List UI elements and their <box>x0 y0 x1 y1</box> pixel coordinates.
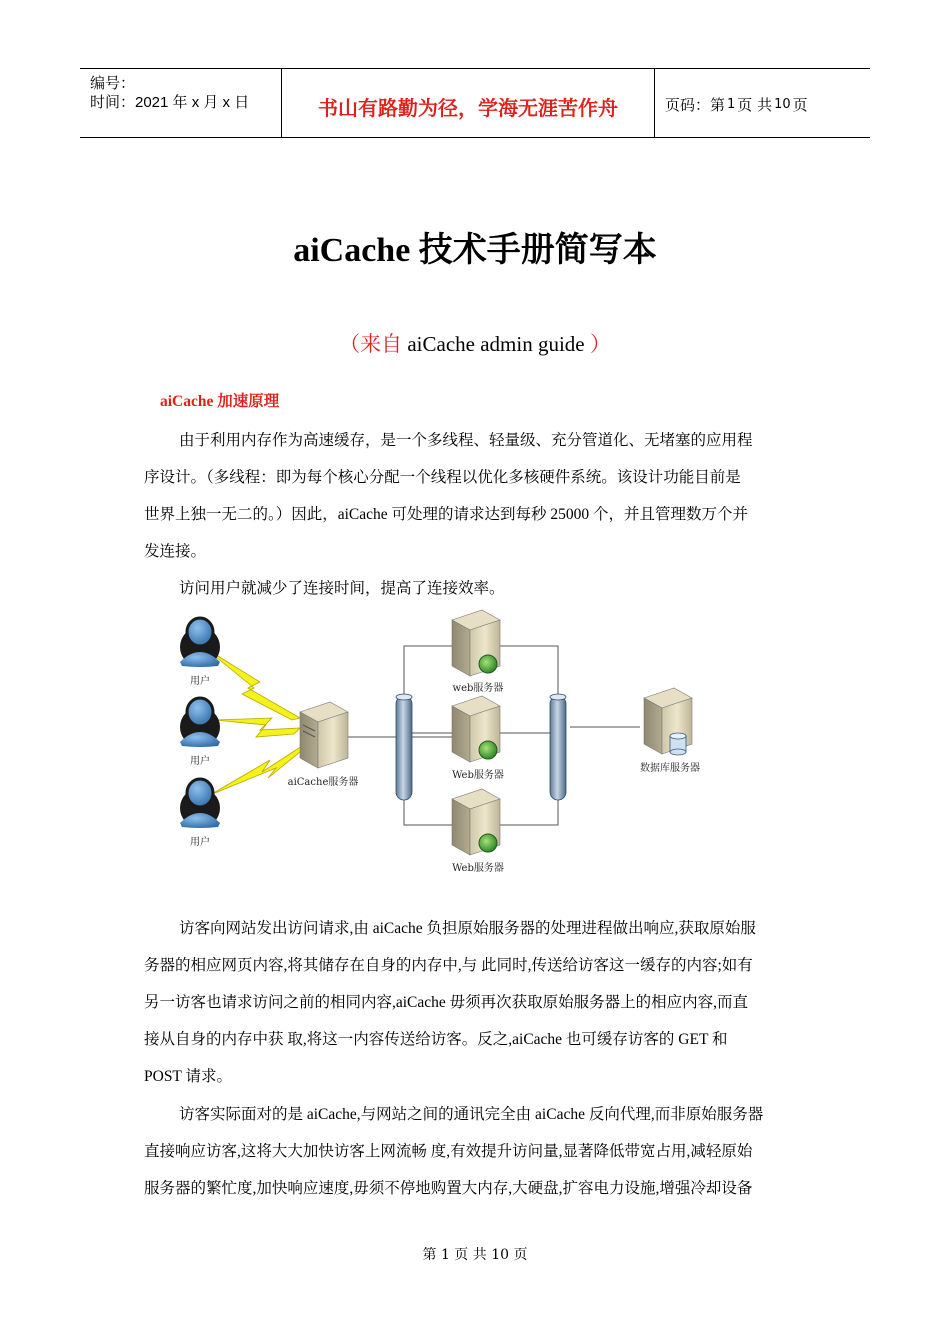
switch-pipe-icon <box>550 694 566 800</box>
network-diagram <box>160 600 720 885</box>
header-meta <box>80 69 282 137</box>
page-total: 10 <box>774 96 791 112</box>
paragraph-line: 发连接。 <box>144 543 207 560</box>
page-prefix: 页码：第 <box>665 95 726 114</box>
page-mid: 页 共 <box>737 95 773 114</box>
page-footer: 第 1 页 共 10 页 <box>422 1247 528 1263</box>
user-icon <box>180 779 220 828</box>
header-page-info <box>655 69 870 137</box>
wireless-links <box>205 648 302 795</box>
web-server-icon <box>452 610 500 676</box>
web-server-label: Web服务器 <box>452 863 504 874</box>
database-server-icon <box>644 688 692 755</box>
paragraph-line: 服务器的繁忙度,加快响应速度,毋须不停地购置大内存,大硬盘,扩容电力设施,增强冷却设备 <box>144 1180 753 1197</box>
page-header <box>80 68 870 138</box>
web-server-icon <box>452 789 500 855</box>
page-current: 1 <box>727 96 736 112</box>
switch-pipe-icon <box>396 694 412 800</box>
paragraph-line: POST 请求。 <box>144 1068 232 1085</box>
user-label: 用户 <box>190 837 210 848</box>
web-server-label: web服务器 <box>452 683 504 694</box>
paragraph-line: 访客向网站发出访问请求,由 aiCache 负担原始服务器的处理进程做出响应,获取原始服 <box>179 920 756 937</box>
user-icon <box>180 698 220 747</box>
paragraph-line: 接从自身的内存中获 取,将这一内容传送给访客。反之,aiCache 也可缓存访客的 GET 和 <box>144 1031 728 1048</box>
section-heading: aiCache 加速原理 <box>160 393 280 410</box>
paragraph-line: 序设计。（多线程：即为每个核心分配一个线程以优化多核硬件系统。该设计功能目前是 <box>144 469 741 486</box>
paragraph-line: 访客实际面对的是 aiCache,与网站之间的通讯完全由 aiCache 反向代理,而非原始服务器 <box>179 1106 764 1123</box>
document-title: aiCache 技术手册简写本 <box>293 232 657 269</box>
time-label: 时间：2021 年 x 月 x 日 <box>90 94 250 111</box>
page-suffix: 页 <box>792 95 808 114</box>
database-server-label: 数据库服务器 <box>640 763 700 774</box>
paragraph-line: 世界上独一无二的。）因此，aiCache 可处理的请求达到每秒 25000 个，并且管理数万个并 <box>144 506 749 523</box>
aicache-server-label: aiCache服务器 <box>287 777 359 788</box>
paragraph-line: 另一访客也请求访问之前的相同内容,aiCache 毋须再次获取原始服务器上的相应内容,而直 <box>144 994 749 1011</box>
user-label: 用户 <box>190 756 210 767</box>
paragraph-3 <box>144 910 806 1095</box>
paragraph-line: 直接响应访客,这将大大加快访客上网流畅 度,有效提升访问量,显著降低带宽占用,减轻原始 <box>144 1143 753 1160</box>
document-subtitle <box>0 328 950 358</box>
paragraph-line: 由于利用内存作为高速缓存，是一个多线程、轻量级、充分管道化、无堵塞的应用程 <box>179 432 753 449</box>
user-label: 用户 <box>190 676 210 687</box>
user-icon <box>180 618 220 667</box>
paragraph-1 <box>144 422 806 607</box>
subtitle-source: aiCache admin guide <box>407 332 585 356</box>
subtitle-open: （来自 <box>339 332 403 356</box>
number-label: 编号： <box>90 75 136 92</box>
subtitle-close: ） <box>589 332 611 356</box>
header-motto: 书山有路勤为径，学海无涯苦作舟 <box>282 69 655 137</box>
web-server-icon <box>452 696 500 762</box>
aicache-server-icon <box>300 702 348 768</box>
paragraph-4 <box>144 1096 806 1207</box>
paragraph-2: 访问用户就减少了连接时间，提高了连接效率。 <box>179 580 505 597</box>
web-server-label: Web服务器 <box>452 770 504 781</box>
paragraph-line: 务器的相应网页内容,将其储存在自身的内存中,与 此同时,传送给访客这一缓存的内容;如有 <box>144 957 753 974</box>
